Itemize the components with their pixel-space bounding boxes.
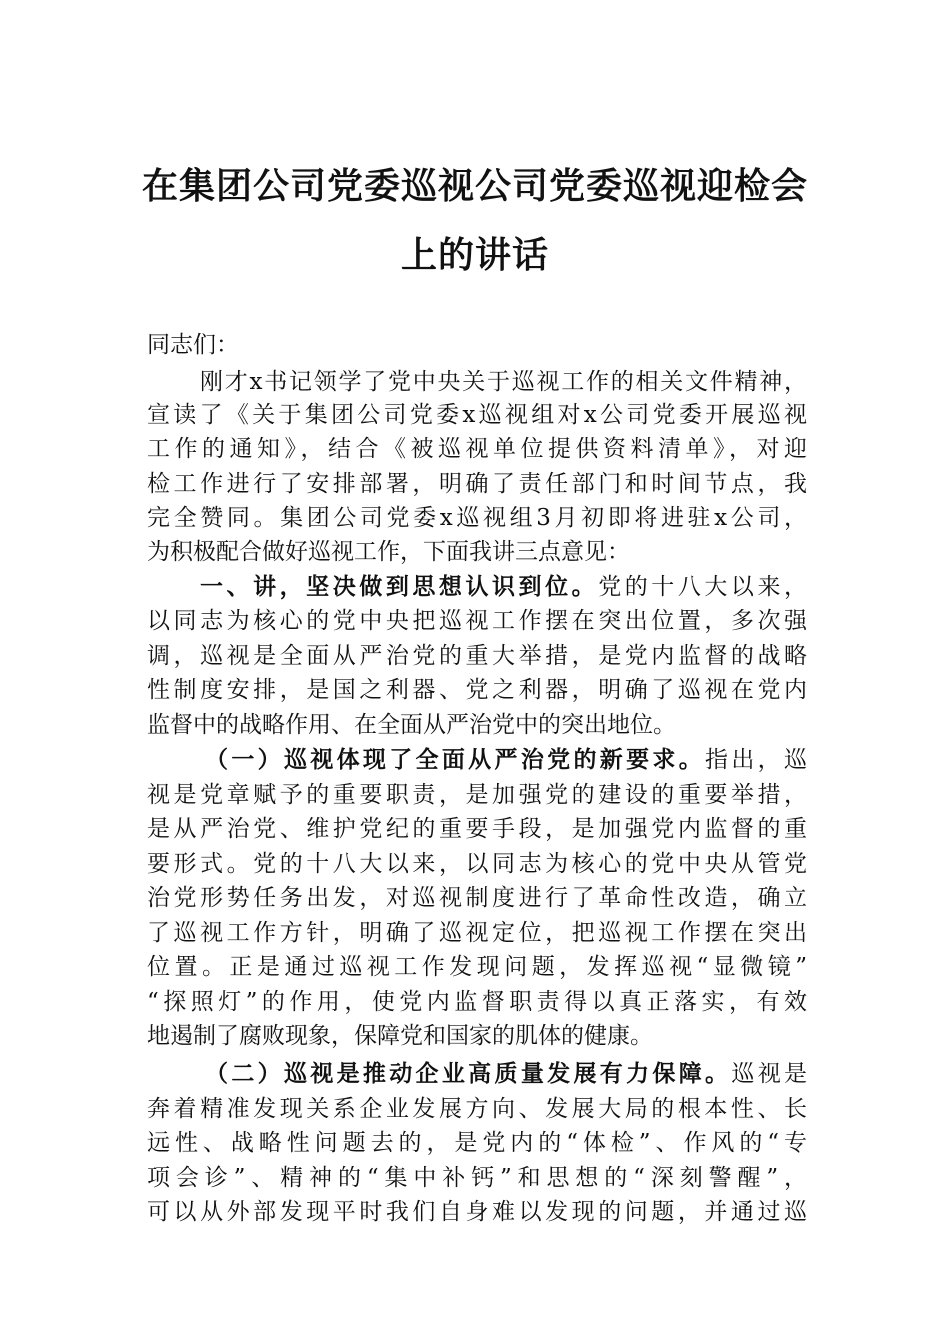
- para1-line-6: 为积极配合做好巡视工作，下面我讲三点意见：: [147, 539, 630, 565]
- sub1-line: 地遏制了腐败现象，保障党和国家的肌体的健康。: [147, 1023, 653, 1049]
- section1-line: 性制度安排，是国之利器、党之利器，明确了巡视在党内: [147, 677, 807, 703]
- section1-line: 调，巡视是全面从严治党的重大举措，是党内监督的战略: [147, 643, 807, 669]
- sub1-line: 了巡视工作方针，明确了巡视定位，把巡视工作摆在突出: [147, 920, 807, 946]
- para1-line-2: 宣读了《关于集团公司党委x巡视组对x公司党委开展巡视: [147, 402, 807, 428]
- sub1-line: 要形式。党的十八大以来，以同志为核心的党中央从管党: [147, 851, 807, 877]
- sub1-line: 位置。正是通过巡视工作发现问题，发挥巡视“显微镜”: [147, 954, 807, 980]
- sub1-first-rest: 指出，巡: [705, 747, 807, 773]
- salutation: 同志们：: [147, 332, 239, 358]
- sub2-line: 项会诊”、精神的“集中补钙”和思想的“深刻警醒”，: [147, 1165, 807, 1191]
- sub1-line: 是从严治党、维护党纪的重要手段，是加强党内监督的重: [147, 816, 807, 842]
- para1-line-1: 刚才x书记领学了党中央关于巡视工作的相关文件精神，: [200, 369, 807, 395]
- sub2-heading: （二）巡视是推动企业高质量发展有力保障。: [205, 1060, 732, 1087]
- sub1-line: 治党形势任务出发，对巡视制度进行了革命性改造，确立: [147, 885, 807, 911]
- document-title-line-1: 在集团公司党委巡视公司党委巡视迎检会: [141, 165, 808, 207]
- sub2-line: 可以从外部发现平时我们自身难以发现的问题，并通过巡: [147, 1199, 807, 1225]
- sub1-first-line: [205, 743, 807, 777]
- section1-line: 以同志为核心的党中央把巡视工作摆在突出位置，多次强: [147, 608, 807, 634]
- section1-heading: 一、讲，坚决做到思想认识到位。: [200, 573, 599, 600]
- section1-first-line: [200, 570, 807, 604]
- para1-line-4: 检工作进行了安排部署，明确了责任部门和时间节点，我: [147, 471, 807, 497]
- para1-line-3: 工作的通知》，结合《被巡视单位提供资料清单》，对迎: [147, 436, 807, 462]
- sub1-heading: （一）巡视体现了全面从严治党的新要求。: [205, 746, 706, 773]
- sub1-line: 视是党章赋予的重要职责，是加强党的建设的重要举措，: [147, 782, 807, 808]
- para1-line-5: 完全赞同。集团公司党委x巡视组3月初即将进驻x公司，: [147, 505, 807, 531]
- sub2-line: 远性、战略性问题去的，是党内的“体检”、作风的“专: [147, 1130, 807, 1156]
- section1-line: 监督中的战略作用、在全面从严治党中的突出地位。: [147, 712, 676, 738]
- document-title-line-2: 上的讲话: [400, 234, 549, 276]
- sub2-first-line: [205, 1057, 807, 1091]
- sub1-line: “探照灯”的作用，使党内监督职责得以真正落实，有效: [147, 989, 807, 1015]
- section1-first-rest: 党的十八大以来，: [598, 574, 807, 600]
- sub2-first-rest: 巡视是: [731, 1061, 807, 1087]
- sub2-line: 奔着精准发现关系企业发展方向、发展大局的根本性、长: [147, 1096, 807, 1122]
